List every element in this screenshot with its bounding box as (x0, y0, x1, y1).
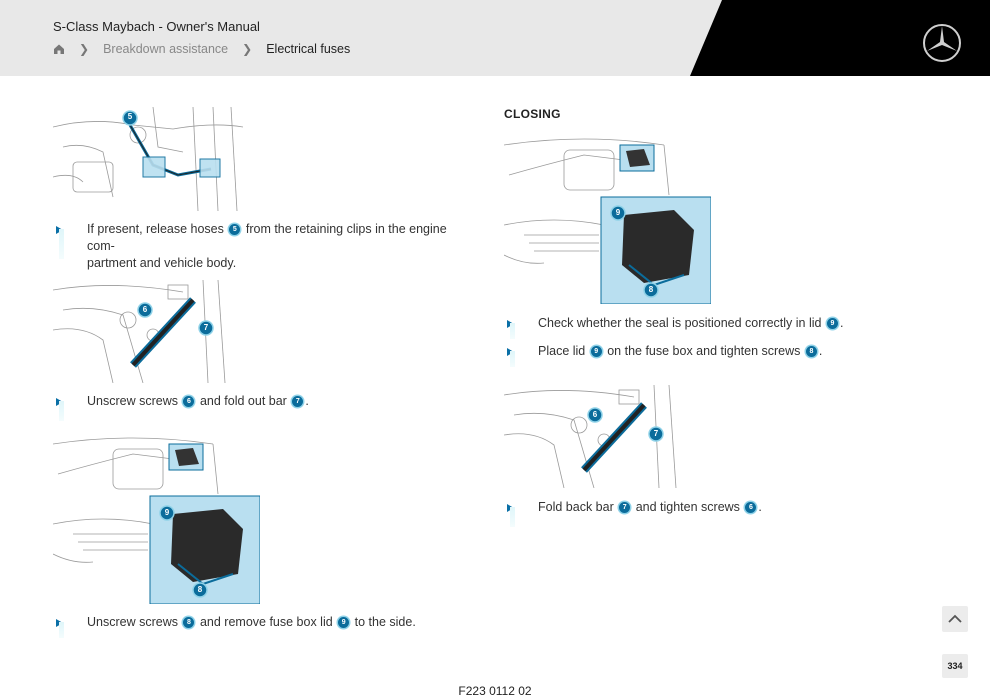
ref-number: 7 (619, 502, 630, 513)
callout-9: 9 (164, 508, 170, 517)
ref-number: 9 (827, 318, 838, 329)
ref-number: 8 (806, 346, 817, 357)
illustration-fuse-box-lid (53, 434, 260, 604)
breadcrumb-item-breakdown[interactable]: Breakdown assistance (103, 42, 229, 56)
chevron-up-icon (942, 606, 968, 632)
home-icon[interactable] (53, 43, 65, 55)
callout-6: 6 (592, 410, 598, 419)
callout-9: 9 (615, 208, 621, 217)
callout-7: 7 (203, 323, 209, 332)
ref-number: 6 (183, 396, 194, 407)
scroll-to-top-button[interactable] (942, 606, 968, 632)
chevron-right-icon: ❯ (79, 42, 90, 56)
ref-number: 7 (292, 396, 303, 407)
ref-number: 8 (183, 617, 194, 628)
breadcrumb (53, 42, 350, 56)
image-code: F223 0112 02 (458, 684, 532, 698)
callout-6: 6 (142, 305, 148, 314)
callout-8: 8 (197, 585, 203, 594)
chevron-right-icon: ❯ (242, 42, 253, 56)
callout-7: 7 (653, 429, 659, 438)
ref-number: 9 (591, 346, 602, 357)
page-number-button[interactable]: 334 (942, 654, 968, 678)
illustration-hoses (53, 107, 243, 211)
callout-8: 8 (648, 285, 654, 294)
ref-number: 5 (229, 224, 240, 235)
ref-number: 6 (745, 502, 756, 513)
callout-5: 5 (127, 112, 133, 121)
ref-number: 9 (338, 617, 349, 628)
page-title: S-Class Maybach - Owner's Manual (53, 19, 260, 34)
illustration-closing-lid (504, 135, 711, 304)
breadcrumb-item-current: Electrical fuses (266, 42, 351, 56)
mercedes-star-logo (922, 23, 962, 63)
section-title-closing: CLOSING (504, 107, 561, 121)
